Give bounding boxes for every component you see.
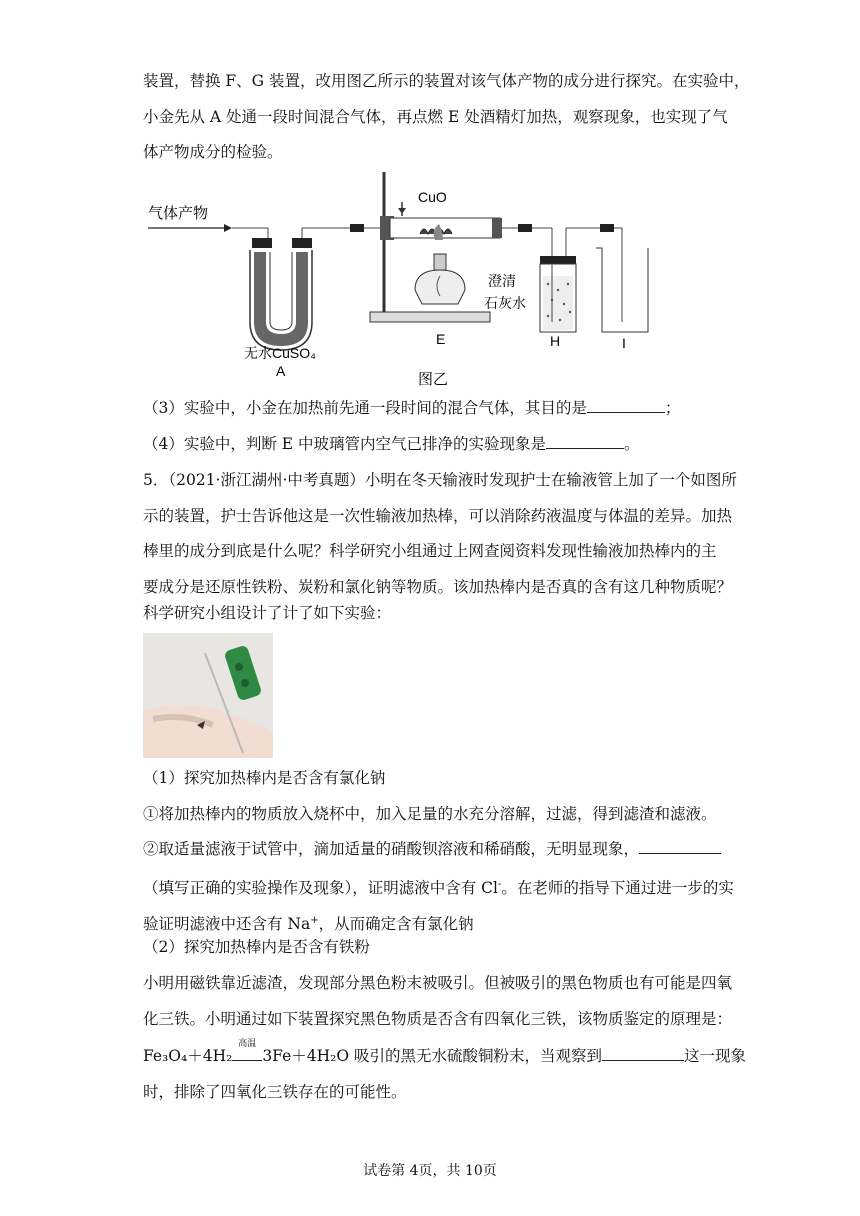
gas-label: 气体产物 <box>148 205 209 222</box>
page-footer: 试卷第 4页，共 10页 <box>363 1163 497 1179</box>
answer-blank-step-2[interactable] <box>639 839 721 854</box>
a-reagent-label: 无水CuSO₄ <box>244 345 316 361</box>
equation-right: 3Fe＋4H₂O 吸引的黑无水硫酸铜粉末，当观察到 <box>262 1047 602 1065</box>
answer-blank-q3[interactable] <box>587 398 665 413</box>
figure-caption: 图乙 <box>418 371 449 388</box>
step-1: ①将加热棒内的物质放入烧杯中，加入足量的水充分溶解，过滤，得到滤渣和滤液。 <box>143 805 717 823</box>
equation-left: Fe₃O₄＋4H₂ <box>143 1047 233 1065</box>
step-2-line-2-text: （填写正确的实验操作及现象），证明滤液中含有 Cl <box>143 879 498 898</box>
h-reagent-line-2: 石灰水 <box>484 295 526 311</box>
question-4 <box>143 433 640 455</box>
part-2-line-2: 化三铁。小明通过如下装置探究黑色物质是否含有四氧化三铁，该物质鉴定的原理是： <box>143 1010 733 1028</box>
sodium-charge: + <box>310 915 319 926</box>
step-2-line-3 <box>143 910 474 935</box>
part-2-line-1: 小明用磁铁靠近滤渣，发现部分黑色粉末被吸引。但被吸引的黑色物质也有可能是四氧 <box>143 974 733 992</box>
question-4-text: （4）实验中，判断 E 中玻璃管内空气已排净的实验现象是 <box>143 435 547 453</box>
part-2-title: （2）探究加热棒内是否含有铁粉 <box>143 938 370 956</box>
step-2-line-3-tail: ，从而确定含有氯化钠 <box>318 915 474 934</box>
infusion-heater-photo <box>143 633 273 758</box>
apparatus-h <box>532 228 600 332</box>
reaction-condition: 高温 <box>232 1049 262 1061</box>
step-2-text: ②取适量滤液于试管中，滴加适量的硝酸钡溶液和稀硝酸，无明显现象， <box>143 840 640 858</box>
question-3-text: （3）实验中，小金在加热前先通一段时间的混合气体，其目的是 <box>143 399 587 417</box>
q5-line-2: 示的装置，护士告诉他这是一次性输液加热棒，可以消除药液温度与体温的差异。加热 <box>143 507 733 525</box>
question-4-tail: 。 <box>624 435 640 453</box>
step-2-line-2 <box>143 874 734 899</box>
question-3-tail: ； <box>664 399 681 417</box>
i-letter: I <box>622 335 626 351</box>
apparatus-diagram <box>140 172 740 390</box>
equation-line <box>143 1039 746 1067</box>
intro-line-1: 装置，替换 F、G 装置，改用图乙所示的装置对该气体产物的成分进行探究。在实验中， <box>143 72 750 90</box>
answer-blank-q4[interactable] <box>546 434 624 449</box>
arrow-head-icon <box>224 224 232 232</box>
equation-tail: 这一现象 <box>683 1047 746 1065</box>
part-2-line-4: 时，排除了四氧化三铁存在的可能性。 <box>143 1083 407 1101</box>
step-2-line-3-text: 验证明滤液中还含有 Na <box>143 915 311 934</box>
h-letter: H <box>550 333 561 349</box>
q5-line-4: 要成分是还原性铁粉、炭粉和氯化钠等物质。该加热棒内是否真的含有这几种物质呢？ <box>143 578 733 596</box>
e-letter: E <box>436 331 446 347</box>
q5-line-5: 科学研究小组设计了计了如下实验： <box>143 604 392 622</box>
q5-line-1: 5．（2021·浙江湖州·中考真题）小明在冬天输液时发现护士在输液管上加了一个如图所 <box>143 471 737 489</box>
h-reagent-line-1: 澄清 <box>488 273 516 289</box>
a-letter: A <box>276 363 286 379</box>
part-1-title: （1）探究加热棒内是否含有氯化钠 <box>143 769 386 787</box>
apparatus-i <box>596 224 648 332</box>
intro-line-3: 体产物成分的检验。 <box>143 143 283 161</box>
question-3 <box>143 397 680 419</box>
step-2-line-2-tail: 。在老师的指导下通过进一步的实 <box>501 879 734 898</box>
step-2 <box>143 838 721 860</box>
answer-blank-part-2[interactable] <box>602 1046 684 1061</box>
intro-line-2: 小金先从 A 处通一段时间混合气体，再点燃 E 处酒精灯加热，观察现象，也实现了气 <box>143 108 728 126</box>
chloride-charge: - <box>498 879 502 890</box>
u-tube-a <box>232 228 350 350</box>
q5-line-3: 棒里的成分到底是什么呢？科学研究小组通过上网查阅资料发现性输液加热棒内的主 <box>143 542 717 560</box>
cuo-label: CuO <box>418 189 447 205</box>
